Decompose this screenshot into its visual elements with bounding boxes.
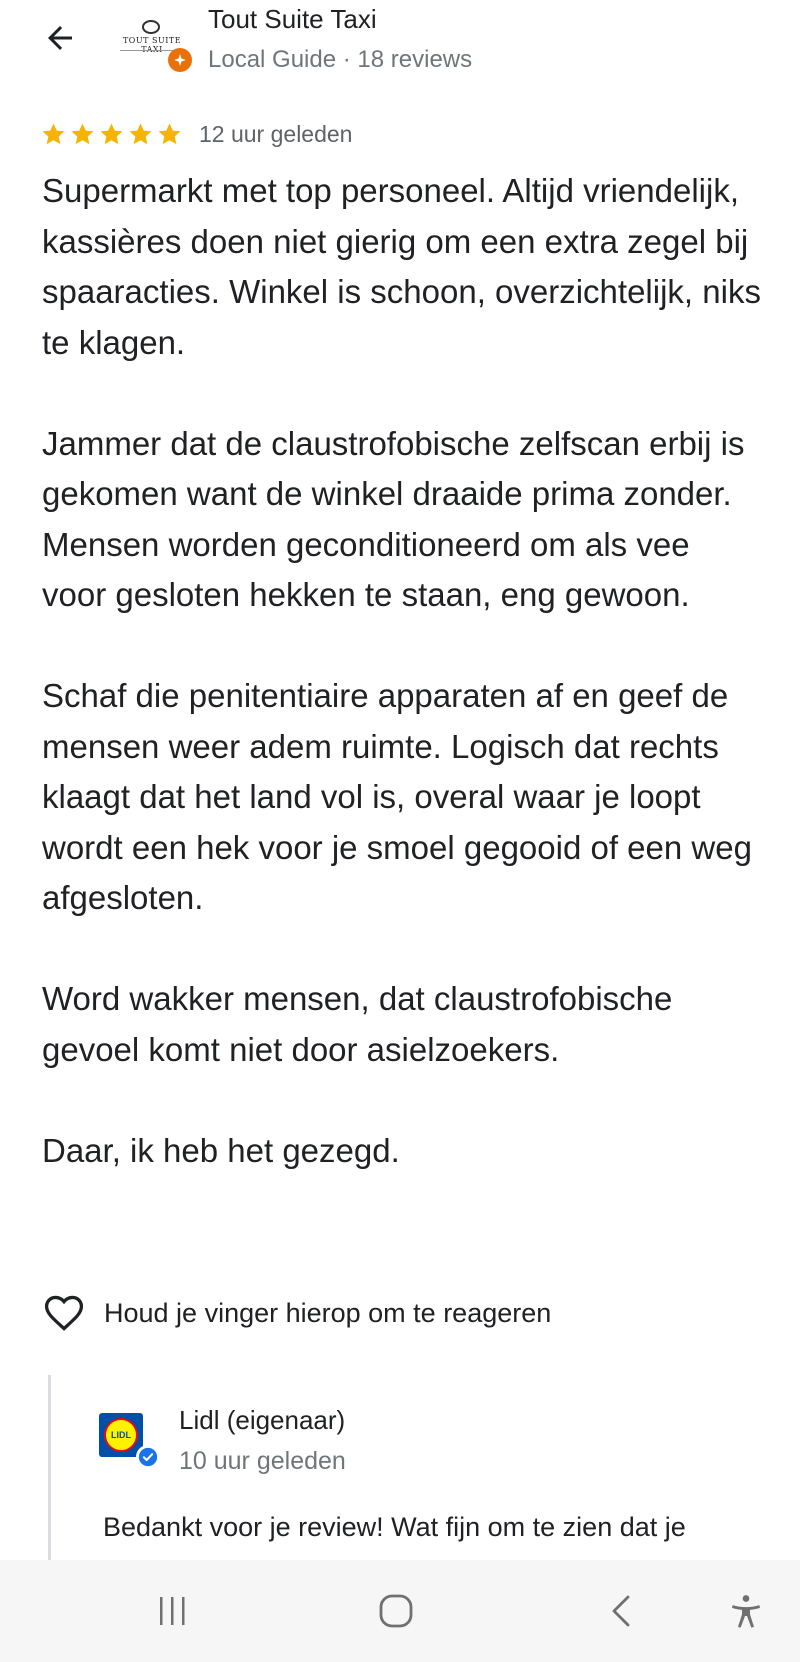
react-button[interactable] [42, 1288, 551, 1338]
star-icon [69, 121, 96, 148]
back-button[interactable] [36, 14, 84, 62]
review-paragraph: Word wakker mensen, dat claustrofobische gevoel komt niet door asielzoekers. [42, 980, 673, 1068]
system-nav-bar [0, 1560, 800, 1662]
reviewer-meta: Local Guide · 18 reviews [208, 46, 473, 73]
verified-badge-icon [136, 1445, 160, 1469]
owner-name[interactable]: Lidl (eigenaar) [179, 1405, 346, 1435]
react-label: Houd je vinger hierop om te reageren [104, 1297, 552, 1328]
review-time: 12 uur geleden [199, 120, 353, 147]
owner-reply-text: Bedankt voor je review! Wat fijn om te zien dat je [103, 1512, 686, 1542]
star-rating [40, 121, 183, 148]
nav-back-button[interactable] [592, 1586, 652, 1636]
reviewer-name[interactable]: Tout Suite Taxi [208, 4, 377, 34]
star-icon [127, 121, 154, 148]
accessibility-button[interactable] [716, 1586, 776, 1636]
accessibility-icon [726, 1591, 766, 1631]
recent-apps-button[interactable] [142, 1586, 202, 1636]
heart-outline-icon [42, 1291, 86, 1335]
taxi-logo-icon [142, 20, 160, 34]
star-icon [40, 121, 67, 148]
arrow-back-icon [42, 20, 78, 56]
star-icon [156, 121, 183, 148]
home-icon [376, 1591, 416, 1631]
home-button[interactable] [366, 1586, 426, 1636]
avatar-logo-text: TOUT SUITE [122, 36, 182, 45]
review-paragraph: Schaf die penitentiaire apparaten af en geef de mensen weer adem ruimte. Logisch dat rechts klaagt dat het land vol is, overal waar je loopt wordt een hek voor je smoel gegooid of een weg afgesloten. [42, 677, 752, 916]
owner-reply-time: 10 uur geleden [179, 1447, 346, 1475]
rating-row [40, 118, 352, 150]
lidl-logo-icon: LIDL [104, 1418, 138, 1452]
review-body [42, 166, 762, 1227]
star-icon [98, 121, 125, 148]
owner-reply [48, 1375, 791, 1575]
review-header [0, 0, 800, 110]
recent-apps-icon [152, 1591, 192, 1631]
review-paragraph: Supermarkt met top personeel. Altijd vriendelijk, kassières doen niet gierig om een extra zegel bij spaaracties. Winkel is schoon, overzichtelijk, niks te klagen. [42, 172, 761, 361]
review-paragraph: Jammer dat de claustrofobische zelfscan erbij is gekomen want de winkel draaide prima zonder. Mensen worden geconditioneerd om als vee voor gesloten hekken te staan, eng gewoon. [42, 424, 745, 613]
chevron-left-icon [602, 1591, 642, 1631]
local-guide-badge-icon [168, 48, 192, 72]
review-paragraph: Daar, ik heb het gezegd. [42, 1131, 400, 1169]
